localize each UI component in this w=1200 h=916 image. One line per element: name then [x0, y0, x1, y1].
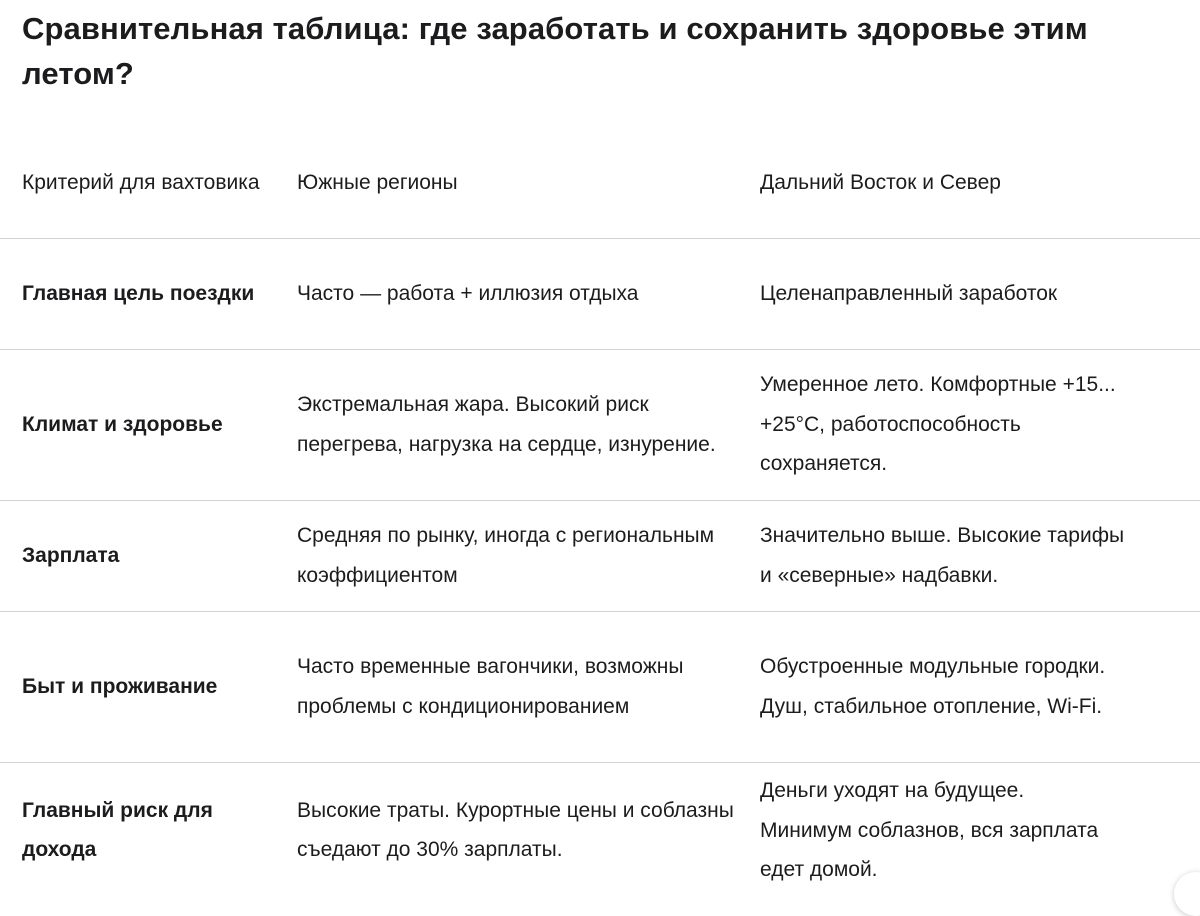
row-south: Средняя по рынку, иногда с региональным коэффициентом — [297, 524, 715, 587]
row-criterion: Зарплата — [22, 543, 120, 567]
row-south-cell — [297, 349, 760, 500]
row-criterion: Главная цель поездки — [22, 281, 255, 305]
row-north: Умеренное лето. Комфортные +15... +25°C, работоспособность сохраняется. — [760, 373, 1116, 476]
row-north-cell — [760, 500, 1200, 611]
header-north-label: Дальний Восток и Север — [760, 171, 1001, 194]
table-row — [0, 500, 1200, 611]
row-criterion-cell — [0, 349, 297, 500]
row-south: Часто временные вагончики, возможны проблемы с кондиционированием — [297, 655, 684, 718]
page-title: Сравнительная таблица: где заработать и сохранить здоровье этим летом? — [22, 11, 1088, 91]
row-south: Высокие траты. Курортные цены и соблазны съедают до 30% зарплаты. — [297, 798, 734, 862]
row-criterion: Быт и проживание — [22, 674, 218, 698]
row-south-cell — [297, 238, 760, 349]
row-north: Целенаправленный заработок — [760, 281, 1058, 305]
row-north-cell — [760, 611, 1200, 762]
header-south-label: Южные регионы — [297, 171, 458, 194]
row-criterion: Климат и здоровье — [22, 412, 223, 436]
comparison-table — [0, 128, 1200, 898]
row-north: Значительно выше. Высокие тарифы и «северные» надбавки. — [760, 524, 1125, 587]
row-criterion-cell — [0, 500, 297, 611]
table-row — [0, 238, 1200, 349]
row-north-cell — [760, 349, 1200, 500]
row-south: Экстремальная жара. Высокий риск перегрева, нагрузка на сердце, изнурение. — [297, 393, 716, 456]
row-south-cell — [297, 762, 760, 898]
table-row — [0, 349, 1200, 500]
row-south-cell — [297, 500, 760, 611]
table-row — [0, 762, 1200, 898]
row-criterion-cell — [0, 611, 297, 762]
header-north — [760, 128, 1200, 238]
row-south-cell — [297, 611, 760, 762]
row-north: Обустроенные модульные городки. Душ, стабильное отопление, Wi-Fi. — [760, 655, 1106, 718]
row-south: Часто — работа + иллюзия отдыха — [297, 281, 639, 305]
header-criterion-label: Критерий для вахтовика — [22, 171, 260, 194]
row-criterion: Главный риск для дохода — [22, 798, 213, 862]
row-criterion-cell — [0, 238, 297, 349]
table-row — [0, 611, 1200, 762]
table-header-row — [0, 128, 1200, 238]
header-south — [297, 128, 760, 238]
row-criterion-cell — [0, 762, 297, 898]
header-criterion — [0, 128, 297, 238]
row-north-cell — [760, 238, 1200, 349]
row-north-cell — [760, 762, 1200, 898]
row-north: Деньги уходят на будущее. Минимум соблазнов, вся зарплата едет домой. — [760, 779, 1099, 881]
